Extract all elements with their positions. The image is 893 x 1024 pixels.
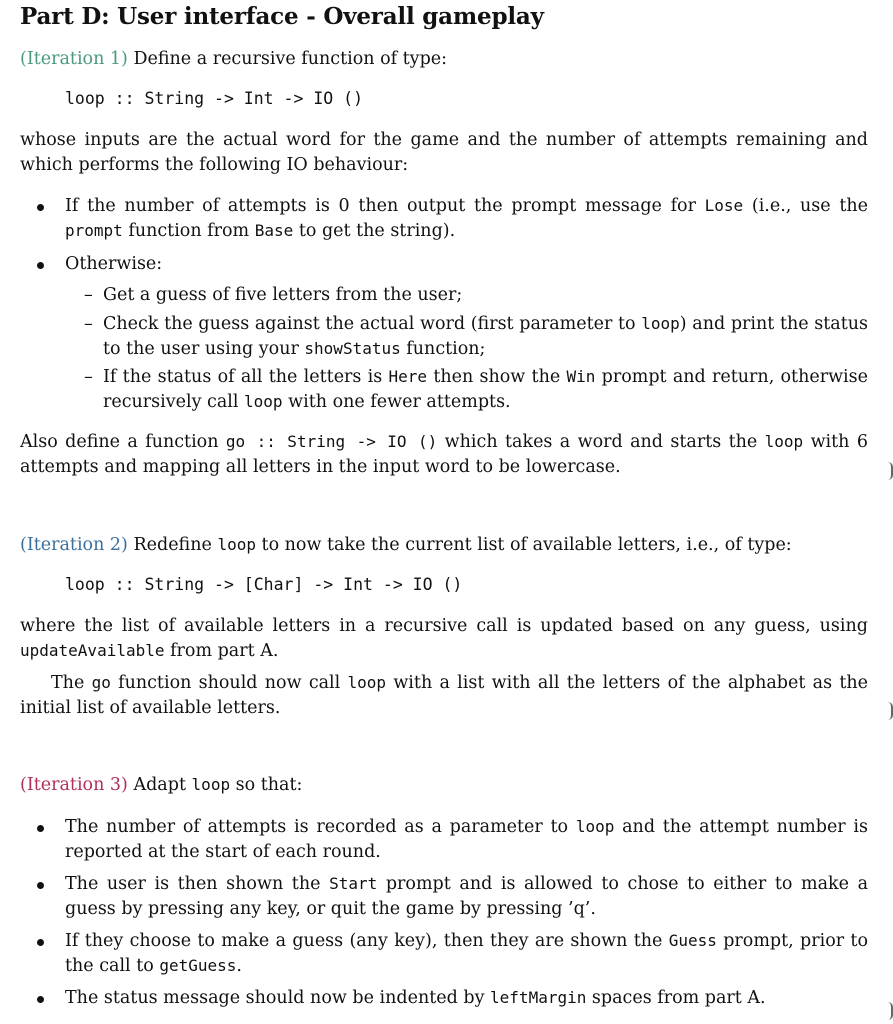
- bullet-icon: [37, 204, 44, 211]
- dash-icon: –: [84, 314, 93, 334]
- bullet-icon: [37, 939, 44, 946]
- iteration3-label: (Iteration 3): [20, 775, 128, 795]
- iteration3-intro: (Iteration 3) Adapt loop so that:: [20, 775, 303, 795]
- iteration1-bullet-1: If the number of attempts is 0 then output the prompt message for Lose (i.e., use the prompt function from Base to get the string).: [20, 194, 868, 243]
- bullet-icon: [37, 882, 44, 889]
- iteration2-intro: (Iteration 2) Redefine loop to now take the current list of available letters, i.e., of type:: [20, 535, 792, 555]
- iteration2-go: The go function should now call loop with a list with all the letters of the alphabet as the initial list of available letters.: [20, 673, 868, 718]
- iteration1-label: (Iteration 1): [20, 49, 128, 69]
- iteration1-description: whose inputs are the actual word for the game and the number of attempts remaining and which performs the following IO behaviour:: [20, 130, 868, 175]
- iteration3-bullet-1: The number of attempts is recorded as a parameter to loop and the attempt number is reported at the start of each round.: [20, 815, 868, 864]
- section-heading: Part D: User interface - Overall gameplay: [20, 3, 544, 30]
- dash-icon: –: [84, 367, 93, 387]
- iteration2-signature: loop :: String -> [Char] -> Int -> IO (): [65, 575, 463, 594]
- iteration1-dash-1: – Get a guess of five letters from the user;: [20, 283, 868, 308]
- edge-mark: [888, 462, 893, 480]
- bullet-icon: [37, 996, 44, 1003]
- iteration1-go-definition: Also define a function go :: String -> IO () which takes a word and starts the loop with 6 attempts and mapping all letters in the input word to be lowercase.: [20, 432, 868, 477]
- iteration3-bullet-4: The status message should now be indented by leftMargin spaces from part A.: [20, 986, 868, 1011]
- iteration1-bullet-2: Otherwise:: [20, 252, 868, 277]
- iteration1-intro-text: Define a recursive function of type:: [133, 49, 448, 69]
- iteration2-label: (Iteration 2): [20, 535, 128, 555]
- edge-mark: [888, 1002, 893, 1020]
- dash-icon: –: [84, 285, 93, 305]
- iteration1-signature: loop :: String -> Int -> IO (): [65, 89, 364, 108]
- iteration2-where: where the list of available letters in a recursive call is updated based on any guess, using updateAvailable from part A.: [20, 616, 868, 661]
- iteration3-bullet-2: The user is then shown the Start prompt and is allowed to chose to either to make a guess by pressing any key, or quit the game by pressing ’q’.: [20, 872, 868, 921]
- edge-mark: [888, 702, 893, 720]
- bullet-icon: [37, 262, 44, 269]
- iteration1-intro: [20, 47, 447, 71]
- bullet-icon: [37, 825, 44, 832]
- iteration3-bullet-3: If they choose to make a guess (any key), then they are shown the Guess prompt, prior to the call to getGuess.: [20, 929, 868, 978]
- iteration1-dash-2: – Check the guess against the actual word (first parameter to loop) and print the status to the user using your showStatus function;: [84, 314, 869, 359]
- iteration1-dash-3: – If the status of all the letters is Here then show the Win prompt and return, otherwise recursively call loop with one fewer attempts.: [84, 367, 868, 412]
